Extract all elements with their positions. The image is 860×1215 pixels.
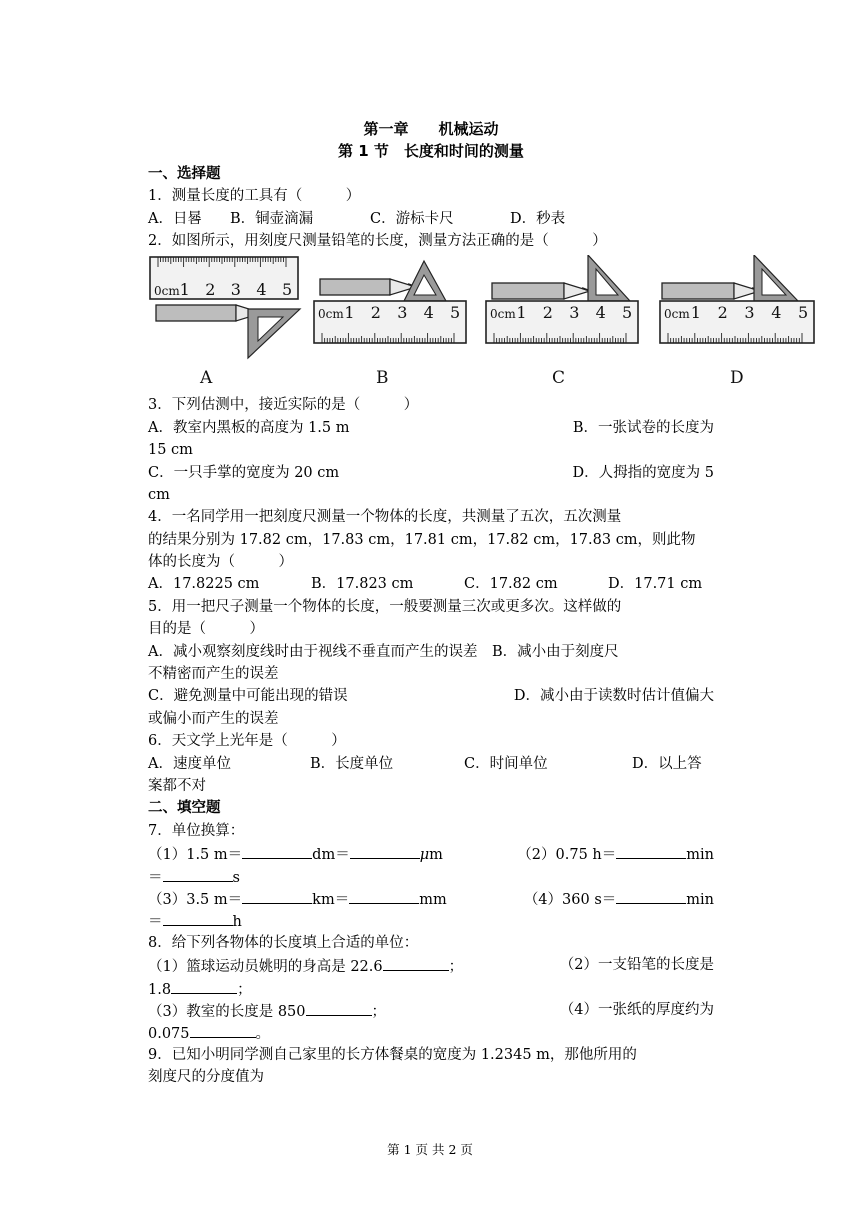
q7-l4-eq: ＝ [148, 914, 163, 931]
q8-line1 [148, 954, 714, 976]
ruler-tick-label: 4 [595, 303, 606, 323]
q7-blank-4[interactable] [163, 865, 233, 882]
q7-line4 [148, 909, 714, 931]
q8-blank-4[interactable] [190, 1021, 256, 1038]
q4-line2: 的结果分别为 17.82 cm，17.83 cm，17.81 cm，17.82 cm，17.83 cm，则此物 [148, 531, 696, 548]
ruler-tick-label: 2 [370, 303, 381, 323]
ruler-tick-label: 2 [542, 303, 553, 323]
q7-blank-2[interactable] [350, 842, 420, 859]
document-page [148, 118, 809, 1088]
q8-p1-end: ； [448, 959, 464, 976]
ruler-figure-svg [148, 255, 818, 390]
q8-stem: 8．给下列各物体的长度填上合适的单位： [148, 934, 419, 951]
ruler-tick-label: 2 [205, 280, 216, 300]
q7-line2 [148, 865, 714, 887]
q7-p1-unit1: dm＝ [312, 847, 350, 864]
q4-option-a: A．17.8225 cm [148, 576, 260, 593]
q7-part4 [524, 887, 714, 909]
q1-option-a: A．日晷 [148, 210, 202, 227]
q5-line4: 不精密而产生的误差 [148, 666, 279, 683]
q4-line1: 4．一名同学用一把刻度尺测量一个物体的长度，共测量了五次，五次测量 [148, 509, 622, 526]
pencil-c [492, 283, 564, 299]
q7-p2-unit: min [686, 847, 714, 864]
q8-p3-end: ； [371, 1003, 387, 1020]
q7-blank-3[interactable] [616, 842, 686, 859]
q6-option-c: C．时间单位 [464, 755, 548, 772]
q3-option-b: B．一张试卷的长度为 [572, 419, 714, 436]
pencil-tip-c [564, 283, 590, 299]
q8-part1 [148, 954, 463, 976]
q3-line2: 15 cm [148, 442, 193, 459]
q8-blank-1[interactable] [383, 954, 449, 971]
q4-options [148, 573, 714, 595]
ruler-tick-label: 4 [423, 303, 434, 323]
q8-line3 [148, 999, 714, 1021]
q8-line4 [148, 1021, 714, 1043]
q8-p1-text: （1）篮球运动员姚明的身高是 22.6 [148, 959, 383, 976]
q5-line5 [148, 685, 714, 707]
q8-p4-value: 0.075 [148, 1026, 190, 1043]
q8-part3 [148, 999, 386, 1021]
ruler-tick-label: 3 [744, 303, 755, 323]
q9-line2: 刻度尺的分度值为 [148, 1069, 264, 1086]
ruler-tick-label: 1 [690, 303, 701, 323]
q4-option-b: B．17.823 cm [311, 576, 414, 593]
q7-p3-text: （3）3.5 m＝ [148, 891, 243, 908]
ruler-tick-label: 5 [798, 303, 809, 323]
q7-p1-text: （1）1.5 m＝ [148, 847, 243, 864]
q7-part1 [148, 842, 443, 864]
figure-label-d: D [730, 368, 744, 389]
q3-option-d: D．人拇指的宽度为 5 [572, 464, 714, 481]
ruler-tick-label: 5 [282, 280, 293, 300]
q7-p3-unit1: km＝ [312, 891, 350, 908]
ruler-tick-label: 5 [450, 303, 461, 323]
q4-line3: 体的长度为（ ） [148, 554, 293, 571]
q1-option-d: D．秒表 [510, 210, 566, 227]
q1-options [148, 208, 714, 230]
q3-line4: cm [148, 486, 170, 503]
q5-option-d: D．减小由于读数时估计值偏大 [513, 688, 714, 705]
q4-option-c: C．17.82 cm [464, 576, 558, 593]
q6-options [148, 753, 714, 775]
q4-option-d: D．17.71 cm [608, 576, 703, 593]
q6-line3: 案都不对 [148, 777, 206, 794]
q1-option-c: C．游标卡尺 [370, 210, 454, 227]
q7-stem: 7．单位换算： [148, 822, 245, 839]
q5-line3: A．减小观察刻度线时由于视线不垂直而产生的误差 B．减小由于刻度尺 [148, 643, 619, 660]
q7-p3-unit2: mm [419, 891, 447, 908]
part2-heading: 二、填空题 [148, 800, 221, 817]
q8-part2: （2）一支铅笔的长度是 [559, 957, 714, 974]
ruler-tick-label: 0cm [318, 307, 344, 322]
set-square-hole-d [762, 269, 786, 295]
q5-line6: 或偏小而产生的误差 [148, 710, 279, 727]
q7-blank-6[interactable] [349, 887, 419, 904]
ruler-tick-label: 5 [622, 303, 633, 323]
q8-p2-end: ； [237, 981, 252, 998]
ruler-tick-label: 1 [516, 303, 527, 323]
q8-part4: （4）一张纸的厚度约为 [559, 1001, 714, 1018]
q7-l2-eq: ＝ [148, 869, 163, 886]
q7-p4-unit: min [686, 891, 714, 908]
q7-line3 [148, 887, 714, 909]
pencil-b [320, 279, 390, 295]
q7-part3 [148, 887, 447, 909]
figure-label-c: C [552, 368, 566, 389]
q5-line2: 目的是（ ） [148, 621, 264, 638]
q3-stem: 3．下列估测中，接近实际的是（ ） [148, 397, 419, 414]
ruler-tick-label: 0cm [154, 284, 180, 299]
q7-l2-unit: s [232, 869, 240, 886]
ruler-tick-label: 0cm [490, 307, 516, 322]
q9-line1: 9．已知小明同学测自己家里的长方体餐桌的宽度为 1.2345 m，那他所用的 [148, 1046, 637, 1063]
q6-option-a: A．速度单位 [148, 755, 231, 772]
ruler-tick-label: 4 [256, 280, 267, 300]
q6-option-b: B．长度单位 [310, 755, 394, 772]
ruler-tick-label: 0cm [664, 307, 690, 322]
figure-label-a: A [200, 368, 213, 389]
q8-line2 [148, 977, 714, 999]
q3-option-a: A．教室内黑板的高度为 1.5 m [148, 419, 350, 436]
q1-option-b: B．铜壶滴漏 [230, 210, 314, 227]
part1-heading: 一、选择题 [148, 165, 221, 182]
q7-part2 [517, 842, 714, 864]
section-title: 第 1 节 长度和时间的测量 [338, 142, 524, 161]
q3-option-c: C．一只手掌的宽度为 20 cm [148, 464, 340, 481]
ruler-tick-label: 4 [771, 303, 782, 323]
q7-p1-unit2: m [429, 847, 443, 864]
q8-p3-text: （3）教室的长度是 850 [148, 1003, 306, 1020]
q7-blank-5[interactable] [242, 887, 312, 904]
q7-p1-mu: μ [419, 847, 430, 864]
q7-blank-1[interactable] [242, 842, 312, 859]
q7-l4-unit: h [232, 914, 242, 931]
set-square-hole-c [596, 269, 618, 295]
q7-p4-text: （4）360 s＝ [523, 891, 617, 908]
q1-stem: 1．测量长度的工具有（ ） [148, 188, 361, 205]
q3-line3 [148, 462, 714, 484]
q5-option-c: C．避免测量中可能出现的错误 [148, 688, 348, 705]
figure-label-b: B [376, 368, 389, 389]
ruler-tick-label: 1 [179, 280, 190, 300]
q3-line1 [148, 417, 714, 439]
chapter-title: 第一章 机械运动 [363, 120, 499, 138]
q8-p4-end: 。 [255, 1026, 271, 1043]
q5-line1: 5．用一把尺子测量一个物体的长度，一般要测量三次或更多次。这样做的 [148, 598, 622, 615]
q8-p2-value: 1.8 [148, 981, 172, 998]
q7-blank-8[interactable] [163, 909, 233, 926]
q7-blank-7[interactable] [616, 887, 686, 904]
q7-p2-text: （2）0.75 h＝ [517, 847, 617, 864]
ruler-tick-label: 3 [569, 303, 580, 323]
q2-stem: 2．如图所示，用刻度尺测量铅笔的长度，测量方法正确的是（ ） [148, 232, 607, 249]
ruler-tick-label: 1 [344, 303, 355, 323]
ruler-tick-label: 3 [230, 280, 241, 300]
ruler-tick-label: 3 [397, 303, 408, 323]
page-footer: 第 1 页 共 2 页 [387, 1142, 473, 1157]
ruler-tick-label: 2 [717, 303, 728, 323]
pencil-d [662, 283, 734, 299]
q7-line1 [148, 842, 714, 864]
q8-blank-3[interactable] [306, 999, 372, 1016]
q8-blank-2[interactable] [171, 977, 237, 994]
set-square-a [248, 309, 300, 358]
pencil-a [156, 305, 236, 321]
ruler-figure [148, 255, 818, 390]
q6-option-d: D．以上答 [632, 755, 702, 772]
q6-stem: 6．天文学上光年是（ ） [148, 733, 346, 750]
